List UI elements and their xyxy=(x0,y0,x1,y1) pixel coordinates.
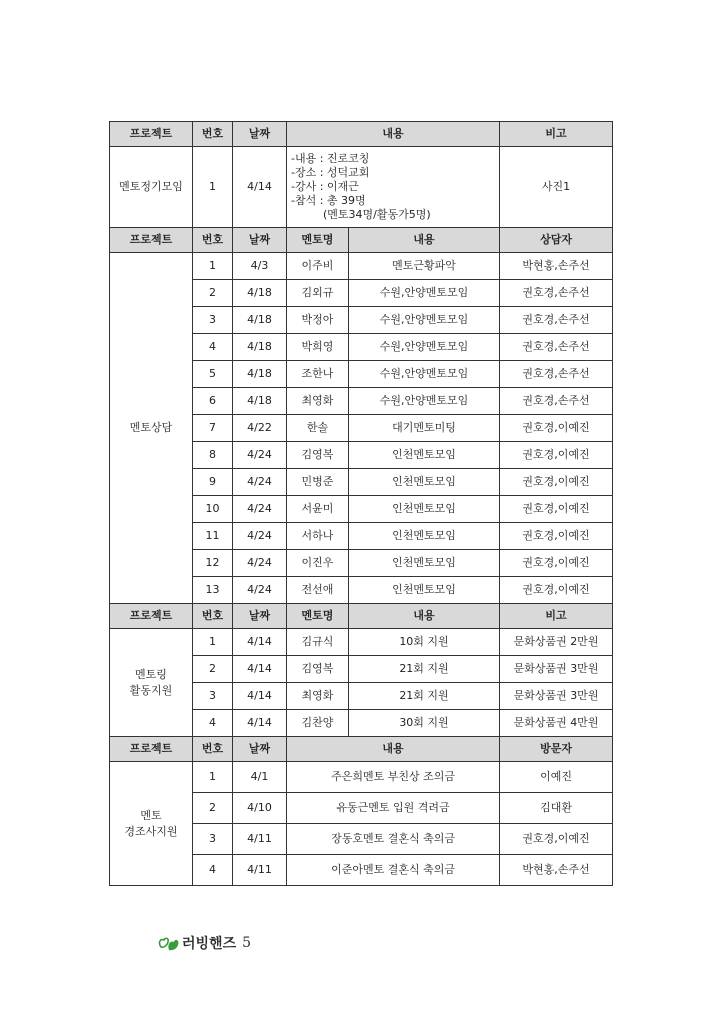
table-row xyxy=(110,629,613,656)
mentor-cell: 전선애 xyxy=(287,577,349,604)
counselor-cell: 권호경,손주선 xyxy=(500,361,613,388)
column-header: 프로젝트 xyxy=(110,737,193,762)
counselor-cell: 권호경,손주선 xyxy=(500,388,613,415)
visitor-cell: 이예진 xyxy=(500,762,613,793)
date-cell: 4/24 xyxy=(233,523,287,550)
mentor-cell: 김영복 xyxy=(287,656,349,683)
table-body xyxy=(110,122,613,886)
content-cell xyxy=(287,147,500,228)
date-cell: 4/14 xyxy=(233,629,287,656)
counselor-cell: 권호경,이예진 xyxy=(500,550,613,577)
heart-hands-logo-icon xyxy=(158,932,180,954)
date-cell: 4/11 xyxy=(233,855,287,886)
column-header: 프로젝트 xyxy=(110,604,193,629)
content-cell: 멘토근황파악 xyxy=(349,253,500,280)
counselor-cell: 권호경,손주선 xyxy=(500,280,613,307)
content-cell: 장동호멘토 결혼식 축의금 xyxy=(287,824,500,855)
date-cell: 4/24 xyxy=(233,469,287,496)
content-cell: 수원,안양멘토모임 xyxy=(349,307,500,334)
date-cell: 4/18 xyxy=(233,307,287,334)
date-cell: 4/10 xyxy=(233,793,287,824)
mentor-cell: 서하나 xyxy=(287,523,349,550)
counselor-cell: 권호경,손주선 xyxy=(500,334,613,361)
mentor-cell: 민병준 xyxy=(287,469,349,496)
date-cell: 4/14 xyxy=(233,683,287,710)
brand-name: 러빙핸즈 xyxy=(182,936,237,952)
content-cell: 21회 지원 xyxy=(349,683,500,710)
content-line: -강사 : 이재근 xyxy=(291,180,359,193)
visitor-cell: 박현홍,손주선 xyxy=(500,855,613,886)
content-cell: 30회 지원 xyxy=(349,710,500,737)
mentor-cell: 김외규 xyxy=(287,280,349,307)
date-cell: 4/22 xyxy=(233,415,287,442)
date-cell: 4/18 xyxy=(233,280,287,307)
number-cell: 2 xyxy=(193,793,233,824)
note-cell: 문화상품권 3만원 xyxy=(500,656,613,683)
content-line: -참석 : 총 39명 xyxy=(291,194,366,207)
mentor-cell: 김찬양 xyxy=(287,710,349,737)
date-cell: 4/24 xyxy=(233,577,287,604)
mentor-cell: 김영복 xyxy=(287,442,349,469)
number-cell: 8 xyxy=(193,442,233,469)
counselor-cell: 권호경,이예진 xyxy=(500,415,613,442)
number-cell: 4 xyxy=(193,710,233,737)
mentor-cell: 박희영 xyxy=(287,334,349,361)
content-cell: 수원,안양멘토모임 xyxy=(349,388,500,415)
date-cell: 4/1 xyxy=(233,762,287,793)
content-cell: 이준아멘토 결혼식 축의금 xyxy=(287,855,500,886)
content-cell: 인천멘토모임 xyxy=(349,550,500,577)
column-header: 프로젝트 xyxy=(110,228,193,253)
content-cell: 유동근멘토 입원 격려금 xyxy=(287,793,500,824)
number-cell: 1 xyxy=(193,253,233,280)
column-header: 상담자 xyxy=(500,228,613,253)
content-cell: 인천멘토모임 xyxy=(349,523,500,550)
number-cell: 5 xyxy=(193,361,233,388)
column-header: 날짜 xyxy=(233,604,287,629)
project-cell: 멘토상담 xyxy=(110,253,193,604)
page-number: 5 xyxy=(242,935,252,951)
content-line: (멘토34명/활동가5명) xyxy=(323,208,431,221)
column-header: 프로젝트 xyxy=(110,122,193,147)
content-cell: 21회 지원 xyxy=(349,656,500,683)
visitor-cell: 권호경,이예진 xyxy=(500,824,613,855)
content-cell: 인천멘토모임 xyxy=(349,442,500,469)
table-row xyxy=(110,253,613,280)
date-cell: 4/24 xyxy=(233,496,287,523)
number-cell: 3 xyxy=(193,824,233,855)
date-cell: 4/24 xyxy=(233,442,287,469)
mentor-cell: 김규식 xyxy=(287,629,349,656)
column-header: 방문자 xyxy=(500,737,613,762)
content-cell: 대기멘토미팅 xyxy=(349,415,500,442)
content-cell: 주은희멘토 부친상 조의금 xyxy=(287,762,500,793)
mentor-cell: 조한나 xyxy=(287,361,349,388)
content-cell: 수원,안양멘토모임 xyxy=(349,334,500,361)
content-cell: 10회 지원 xyxy=(349,629,500,656)
counselor-cell: 권호경,이예진 xyxy=(500,523,613,550)
column-header: 번호 xyxy=(193,737,233,762)
header-row xyxy=(110,737,613,762)
mentor-cell: 이진우 xyxy=(287,550,349,577)
column-header: 날짜 xyxy=(233,228,287,253)
number-cell: 3 xyxy=(193,683,233,710)
mentor-cell: 서윤미 xyxy=(287,496,349,523)
column-header: 날짜 xyxy=(233,122,287,147)
column-header: 번호 xyxy=(193,604,233,629)
date-cell: 4/3 xyxy=(233,253,287,280)
counselor-cell: 권호경,이예진 xyxy=(500,469,613,496)
column-header: 번호 xyxy=(193,122,233,147)
date-cell: 4/11 xyxy=(233,824,287,855)
mentor-cell: 최영화 xyxy=(287,388,349,415)
project-cell: 멘토정기모임 xyxy=(110,147,193,228)
number-cell: 9 xyxy=(193,469,233,496)
column-header: 날짜 xyxy=(233,737,287,762)
content-line: -내용 : 진로코칭 xyxy=(291,152,370,165)
mentor-cell: 박정아 xyxy=(287,307,349,334)
header-row xyxy=(110,604,613,629)
date-cell: 4/18 xyxy=(233,361,287,388)
number-cell: 7 xyxy=(193,415,233,442)
number-cell: 13 xyxy=(193,577,233,604)
mentor-cell: 한솔 xyxy=(287,415,349,442)
table-row xyxy=(110,762,613,793)
column-header: 내용 xyxy=(287,122,500,147)
number-cell: 10 xyxy=(193,496,233,523)
content-cell: 인천멘토모임 xyxy=(349,469,500,496)
column-header: 번호 xyxy=(193,228,233,253)
project-cell: 멘토링 활동지원 xyxy=(110,629,193,737)
page-footer xyxy=(158,932,251,954)
number-cell: 2 xyxy=(193,656,233,683)
number-cell: 3 xyxy=(193,307,233,334)
counselor-cell: 권호경,손주선 xyxy=(500,307,613,334)
counselor-cell: 권호경,이예진 xyxy=(500,442,613,469)
date-cell: 4/18 xyxy=(233,388,287,415)
date-cell: 4/14 xyxy=(233,656,287,683)
column-header: 비고 xyxy=(500,604,613,629)
content-cell: 인천멘토모임 xyxy=(349,496,500,523)
date-cell: 4/24 xyxy=(233,550,287,577)
number-cell: 11 xyxy=(193,523,233,550)
content-line: -장소 : 성덕교회 xyxy=(291,166,370,179)
header-row xyxy=(110,228,613,253)
number-cell: 1 xyxy=(193,762,233,793)
project-cell: 멘토 경조사지원 xyxy=(110,762,193,886)
note-cell: 사진1 xyxy=(500,147,613,228)
content-cell: 인천멘토모임 xyxy=(349,577,500,604)
column-header: 내용 xyxy=(287,737,500,762)
activity-report-table xyxy=(109,121,613,886)
number-cell: 4 xyxy=(193,855,233,886)
number-cell: 1 xyxy=(193,147,233,228)
date-cell: 4/18 xyxy=(233,334,287,361)
number-cell: 6 xyxy=(193,388,233,415)
visitor-cell: 김대환 xyxy=(500,793,613,824)
counselor-cell: 박현홍,손주선 xyxy=(500,253,613,280)
date-cell: 4/14 xyxy=(233,147,287,228)
counselor-cell: 권호경,이예진 xyxy=(500,577,613,604)
column-header: 멘토명 xyxy=(287,228,349,253)
note-cell: 문화상품권 2만원 xyxy=(500,629,613,656)
column-header: 비고 xyxy=(500,122,613,147)
header-row xyxy=(110,122,613,147)
number-cell: 4 xyxy=(193,334,233,361)
content-cell: 수원,안양멘토모임 xyxy=(349,280,500,307)
column-header: 멘토명 xyxy=(287,604,349,629)
mentor-cell: 이주비 xyxy=(287,253,349,280)
number-cell: 12 xyxy=(193,550,233,577)
content-cell: 수원,안양멘토모임 xyxy=(349,361,500,388)
table-row xyxy=(110,147,613,228)
column-header: 내용 xyxy=(349,604,500,629)
date-cell: 4/14 xyxy=(233,710,287,737)
mentor-cell: 최영화 xyxy=(287,683,349,710)
number-cell: 1 xyxy=(193,629,233,656)
number-cell: 2 xyxy=(193,280,233,307)
column-header: 내용 xyxy=(349,228,500,253)
note-cell: 문화상품권 4만원 xyxy=(500,710,613,737)
counselor-cell: 권호경,이예진 xyxy=(500,496,613,523)
note-cell: 문화상품권 3만원 xyxy=(500,683,613,710)
